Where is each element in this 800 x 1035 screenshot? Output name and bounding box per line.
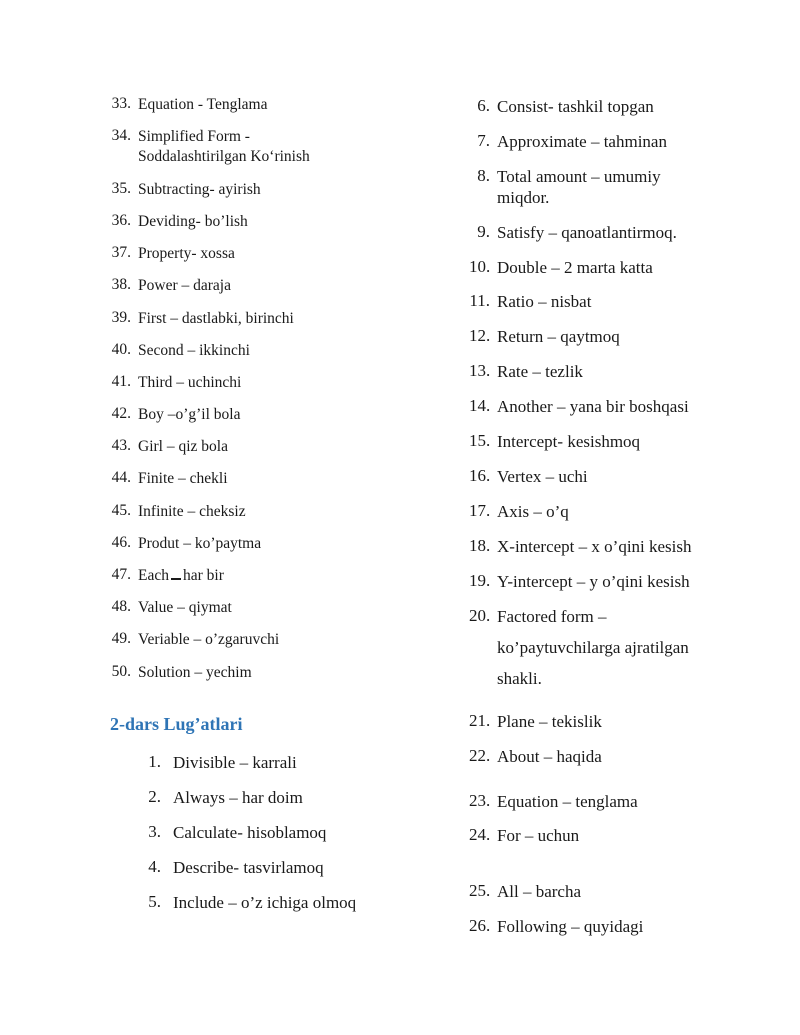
item-text: Double – 2 marta katta	[497, 258, 653, 277]
item-number: 5.	[148, 892, 161, 911]
item-text: Infinite – cheksiz	[138, 503, 246, 520]
item-text: Vertex – uchi	[497, 467, 588, 486]
item-text	[138, 566, 224, 586]
item-text: Return – qaytmoq	[497, 327, 620, 346]
item-number: 7.	[477, 131, 490, 150]
item-number: 48.	[111, 598, 131, 615]
item-number: 20.	[469, 606, 491, 625]
item-number: 13.	[469, 361, 491, 380]
item-number: 46.	[111, 534, 131, 551]
item-text: Ratio – nisbat	[497, 292, 592, 311]
item-number: 15.	[469, 431, 491, 450]
item-number: 34.	[111, 127, 131, 144]
item-text-continued: ko’paytuvchilarga ajratilgan	[497, 638, 689, 657]
item-number: 23.	[469, 791, 491, 810]
item-number: 41.	[111, 373, 131, 390]
item-number: 2.	[148, 787, 161, 806]
item-text: All – barcha	[497, 882, 582, 901]
item-text-continued: miqdor.	[497, 188, 550, 207]
item-number: 12.	[469, 326, 491, 345]
item-number: 47.	[111, 566, 131, 583]
item-text: Total amount – umumiy	[497, 167, 661, 186]
item-number: 50.	[111, 663, 131, 680]
item-text: Finite – chekli	[138, 470, 228, 487]
item-number: 10.	[469, 257, 491, 276]
item-number: 17.	[469, 501, 491, 520]
item-number: 45.	[111, 502, 131, 519]
item-text-term: Each	[138, 567, 169, 584]
item-text: Always – har doim	[173, 788, 303, 807]
item-number: 24.	[469, 825, 491, 844]
item-number: 3.	[148, 822, 161, 841]
item-text: Boy –o’g’il bola	[138, 406, 241, 423]
item-number: 16.	[469, 466, 491, 485]
item-text: Veriable – o’zgaruvchi	[138, 631, 280, 648]
item-text: X-intercept – x o’qini kesish	[497, 537, 692, 556]
item-number: 49.	[111, 630, 131, 647]
item-text: Equation - Tenglama	[138, 96, 268, 113]
item-number: 40.	[111, 341, 131, 358]
item-number: 39.	[111, 309, 131, 326]
item-number: 9.	[477, 222, 490, 241]
item-number: 21.	[469, 711, 491, 730]
item-text: Satisfy – qanoatlantirmoq.	[497, 223, 677, 242]
item-number: 43.	[111, 437, 131, 454]
item-text: Third – uchinchi	[138, 374, 242, 391]
item-number: 38.	[111, 276, 131, 293]
item-number: 37.	[111, 244, 131, 261]
item-number: 8.	[477, 166, 490, 185]
item-text: Divisible – karrali	[173, 753, 297, 772]
item-text: About – haqida	[497, 747, 602, 766]
item-text-continued: shakli.	[497, 669, 542, 688]
item-text: Solution – yechim	[138, 664, 252, 681]
item-text: Following – quyidagi	[497, 917, 644, 936]
item-number: 22.	[469, 746, 491, 765]
item-number: 33.	[111, 95, 131, 112]
item-text: Plane – tekislik	[497, 712, 602, 731]
item-number: 11.	[469, 291, 490, 310]
item-text: Power – daraja	[138, 277, 231, 294]
item-text: Rate – tezlik	[497, 362, 583, 381]
item-text: Value – qiymat	[138, 599, 232, 616]
item-text: Y-intercept – y o’qini kesish	[497, 572, 690, 591]
item-number: 19.	[469, 571, 491, 590]
item-number: 6.	[477, 96, 490, 115]
item-text: Approximate – tahminan	[497, 132, 667, 151]
item-text: Equation – tenglama	[497, 792, 638, 811]
item-text: Axis – o’q	[497, 502, 569, 521]
section-heading: 2-dars Lug’atlari	[110, 714, 243, 734]
item-text: Include – o’z ichiga olmoq	[173, 893, 357, 912]
item-text: Intercept- kesishmoq	[497, 432, 641, 451]
item-text: Produt – ko’paytma	[138, 535, 262, 552]
item-number: 4.	[148, 857, 161, 876]
item-text: For – uchun	[497, 826, 580, 845]
item-number: 26.	[469, 916, 491, 935]
item-text: Deviding- bo’lish	[138, 213, 248, 230]
item-text-continued: Soddalashtirilgan Ko‘rinish	[138, 148, 310, 165]
item-text: Girl – qiz bola	[138, 438, 228, 455]
item-text: Describe- tasvirlamoq	[173, 858, 324, 877]
item-text: Second – ikkinchi	[138, 342, 250, 359]
item-number: 1.	[148, 752, 161, 771]
item-text: Subtracting- ayirish	[138, 181, 261, 198]
item-number: 25.	[469, 881, 491, 900]
item-number: 42.	[111, 405, 131, 422]
item-text: Calculate- hisoblamoq	[173, 823, 327, 842]
item-number: 14.	[469, 396, 491, 415]
blank-dash	[171, 578, 181, 580]
item-number: 36.	[111, 212, 131, 229]
item-text: Factored form –	[497, 607, 607, 626]
item-number: 44.	[111, 469, 131, 486]
item-number: 35.	[111, 180, 131, 197]
item-text: Simplified Form -	[138, 128, 250, 145]
item-number: 18.	[469, 536, 491, 555]
item-text: Another – yana bir boshqasi	[497, 397, 689, 416]
item-text: First – dastlabki, birinchi	[138, 310, 294, 327]
item-text-meaning: har bir	[182, 567, 224, 584]
item-text: Property- xossa	[138, 245, 235, 262]
item-text: Consist- tashkil topgan	[497, 97, 654, 116]
